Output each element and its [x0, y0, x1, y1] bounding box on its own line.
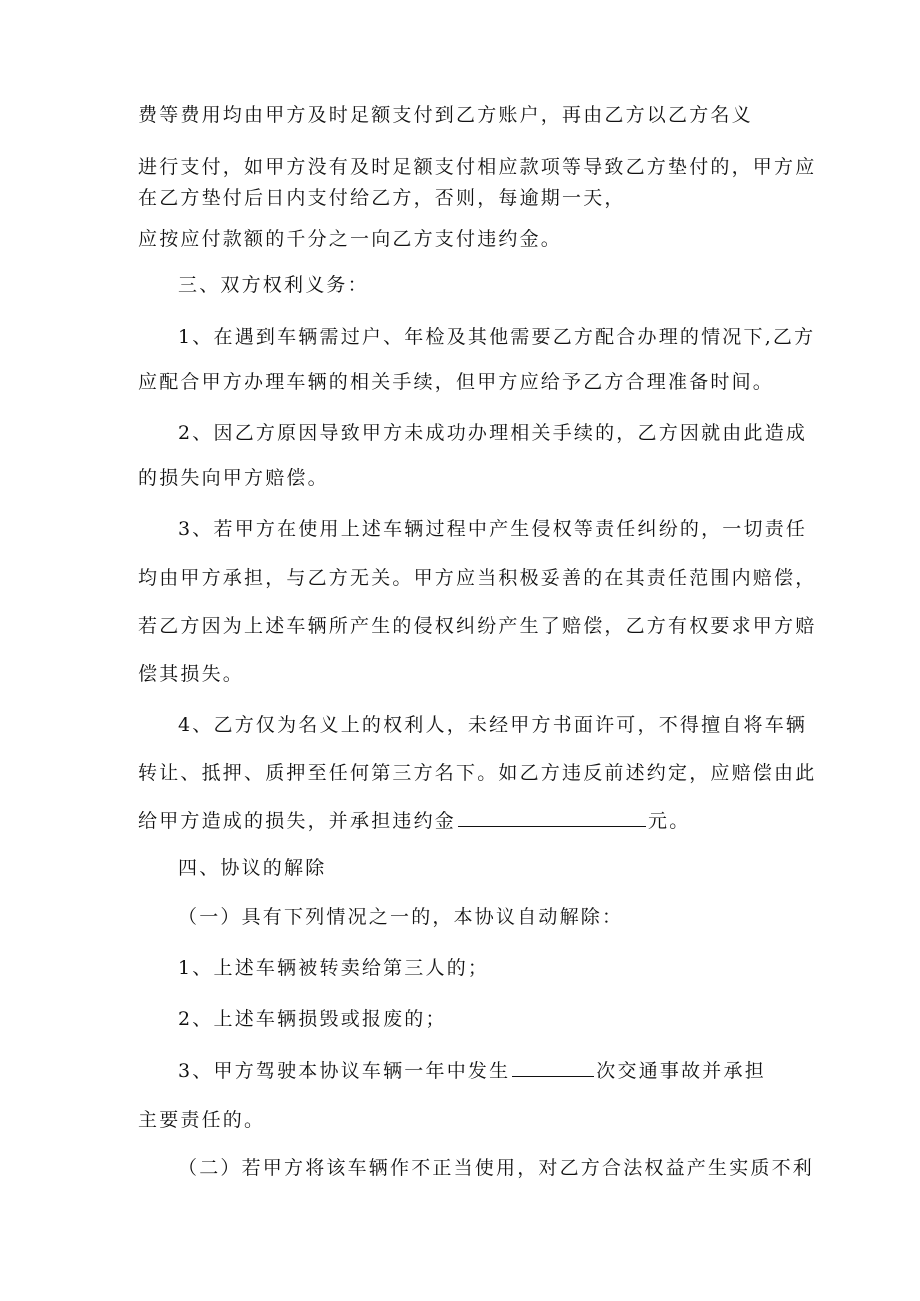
accident-text: 3、甲方驾驶本协议车辆一年中发生 [178, 1060, 511, 1082]
paragraph-line: （二）若甲方将该车辆作不正当使用，对乙方合法权益产生实质不利 [178, 1157, 815, 1179]
penalty-unit: 元。 [648, 810, 691, 832]
paragraph-line: 均由甲方承担，与乙方无关。甲方应当积极妥善的在其责任范围内赔偿， [138, 567, 817, 589]
paragraph-line: 费等费用均由甲方及时足额支付到乙方账户，再由乙方以乙方名义 [138, 104, 753, 126]
accident-count-blank[interactable] [512, 1058, 594, 1077]
paragraph-line: 1、在遇到车辆需过户、年检及其他需要乙方配合办理的情况下,乙方 [178, 326, 816, 348]
paragraph-line: 应按应付款额的千分之一向乙方支付违约金。 [138, 228, 563, 250]
paragraph-line: 3、若甲方在使用上述车辆过程中产生侵权等责任纠纷的，一切责任 [178, 518, 808, 540]
list-item [178, 1058, 766, 1083]
paragraph-line: 2、因乙方原因导致甲方未成功办理相关手续的，乙方因就由此造成 [178, 422, 808, 444]
list-item: 1、上述车辆被转卖给第三人的； [178, 957, 490, 979]
accident-text-continued: 次交通事故并承担 [596, 1060, 766, 1082]
paragraph-line: 应配合甲方办理车辆的相关手续，但甲方应给予乙方合理准备时间。 [138, 371, 775, 393]
subsection-heading: （一）具有下列情况之一的，本协议自动解除： [178, 906, 624, 928]
penalty-text: 给甲方造成的损失，并承担违约金 [138, 810, 457, 832]
paragraph-line: 转让、抵押、质押至任何第三方名下。如乙方违反前述约定，应赔偿由此 [138, 762, 817, 784]
paragraph-line: 的损失向甲方赔偿。 [138, 467, 329, 489]
penalty-amount-blank[interactable] [458, 808, 646, 827]
penalty-line [138, 808, 690, 833]
paragraph-line: 若乙方因为上述车辆所产生的侵权纠纷产生了赔偿，乙方有权要求甲方赔 [138, 615, 817, 637]
section-heading: 三、双方权利义务： [178, 274, 369, 296]
section-heading: 四、协议的解除 [178, 857, 327, 879]
paragraph-line: 主要责任的。 [138, 1109, 266, 1131]
paragraph-line: 进行支付，如甲方没有及时足额支付相应款项等导致乙方垫付的，甲方应 [138, 156, 817, 178]
paragraph-line: 偿其损失。 [138, 663, 245, 685]
paragraph-line: 在乙方垫付后日内支付给乙方，否则，每逾期一天， [138, 187, 626, 209]
list-item: 2、上述车辆损毁或报废的； [178, 1008, 447, 1030]
paragraph-line: 4、乙方仅为名义上的权利人，未经甲方书面许可，不得擅自将车辆 [178, 714, 808, 736]
